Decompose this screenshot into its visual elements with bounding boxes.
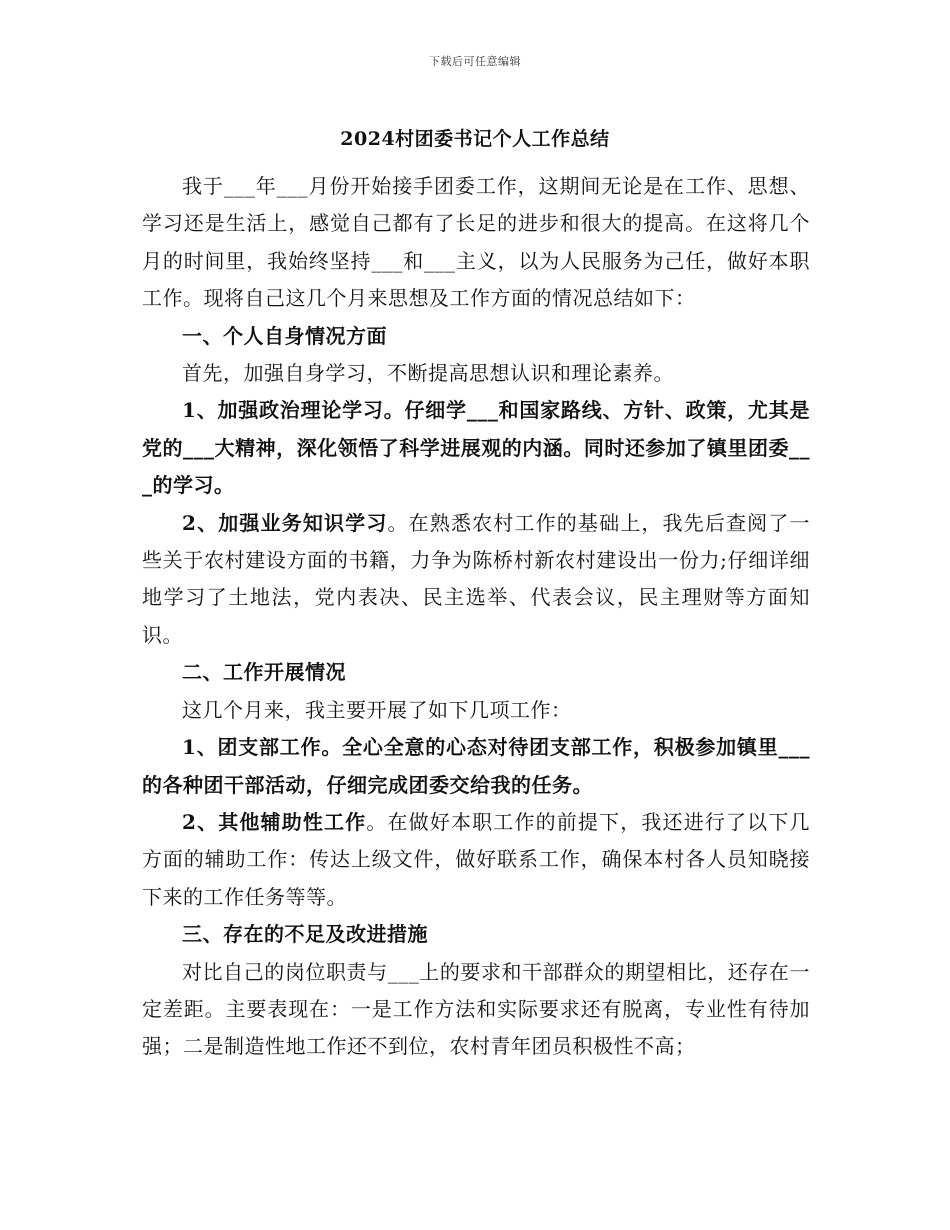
paragraph-text: 对比自己的岗位职责与___上的要求和干部群众的期望相比，还存在一定差距。主要表现在：一是工作方法和实际要求还有脱离，专业性有待加强；二是制造性地工作还不到位，农村青年团员积极性不高； [142,959,810,1059]
paragraph-text: 首先，加强自身学习，不断提高思想认识和理论素养。 [182,361,674,386]
paragraph-lead: 2、加强业务知识学习 [182,510,388,535]
paragraph-work-intro [142,692,810,729]
paragraph-intro [142,168,810,318]
section-heading-personal [142,318,810,355]
paragraph-text: 1、加强政治理论学习。仔细学___和国家路线、方针、政策，尤其是党的___大精神，深化领悟了科学进展观的内涵。同时还参加了镇里团委___的学习。 [142,398,810,498]
section-heading-shortcomings [142,916,810,953]
paragraph-political-study [142,392,810,504]
heading-text: 一、个人自身情况方面 [182,323,387,348]
paragraph-lead: 2、其他辅助性工作 [182,809,367,834]
section-heading-work [142,654,810,691]
paragraph-branch-work [142,729,810,804]
paragraph-text: 。在熟悉农村工作的基础上，我先后查阅了一些关于农村建设方面的书籍，力争为陈桥村新农村建设出一份力;仔细详细地学习了土地法，党内表决、民主选举、代表会议，民主理财等方面知识。 [142,510,810,647]
page-header: 下载后可任意编辑 [429,55,521,68]
paragraph-text: 。在做好本职工作的前提下，我还进行了以下几方面的辅助工作：传达上级文件，做好联系工作，确保本村各人员知晓接下来的工作任务等等。 [142,809,811,909]
paragraph-auxiliary-work [142,804,810,916]
paragraph-text: 我于___年___月份开始接手团委工作，这期间无论是在工作、思想、学习还是生活上，感觉自己都有了长足的进步和很大的提高。在这将几个月的时间里，我始终坚持___和___主义，以为人民服务为己任，做好本职工作。现将自己这几个月来思想及工作方面的情况总结如下： [142,174,810,311]
paragraph-business-study [142,505,810,655]
paragraph-text: 1、团支部工作。全心全意的心态对待团支部工作，积极参加镇里___的各种团干部活动，仔细完成团委交给我的任务。 [142,735,810,797]
document-title: 2024村团委书记个人工作总结 [340,128,610,150]
paragraph-text: 这几个月来，我主要开展了如下几项工作： [182,697,572,722]
heading-text: 三、存在的不足及改进措施 [182,922,428,947]
document-body [142,168,810,1066]
paragraph-self-study [142,355,810,392]
paragraph-shortcomings [142,954,810,1066]
heading-text: 二、工作开展情况 [182,660,346,685]
